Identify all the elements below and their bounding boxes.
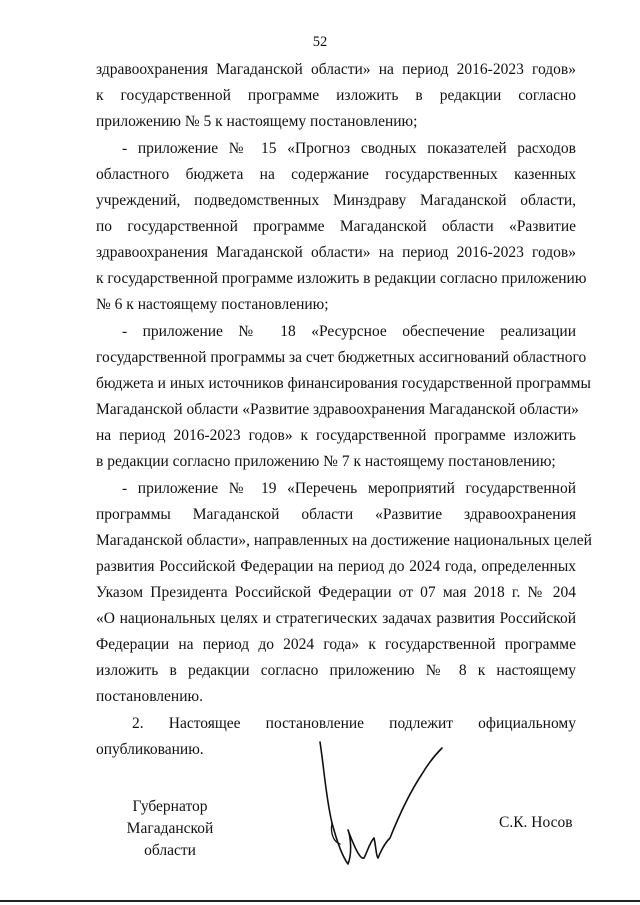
signatory-title-line2: Магаданской области bbox=[126, 820, 214, 859]
handwritten-signature bbox=[318, 738, 448, 873]
text-line: областного бюджета на содержание государственных казенных bbox=[96, 166, 576, 183]
text-line: опубликованию. bbox=[96, 741, 204, 758]
signatory-title-line1: Губернатор bbox=[132, 798, 208, 815]
text-line: по государственной программе Магаданской области «Развитие bbox=[96, 218, 576, 235]
text-line: здравоохранения Магаданской области» на период 2016-2023 годов» bbox=[96, 61, 576, 78]
text-line: программы Магаданской области «Развитие здравоохранения bbox=[96, 506, 576, 523]
text-line: учреждений, подведомственных Минздраву Магаданской области, bbox=[96, 192, 576, 209]
text-line: бюджета и иных источников финансирования государственной программы bbox=[96, 375, 591, 392]
text-line: Магаданской области», направленных на достижение национальных целей bbox=[96, 532, 592, 549]
text-line: приложению № 5 к настоящему постановлению; bbox=[96, 113, 418, 130]
scan-edge-rule bbox=[0, 900, 640, 902]
text-line: к государственной программе изложить в редакции согласно приложению bbox=[96, 270, 587, 287]
text-line: государственной программы за счет бюджетных ассигнований областного bbox=[96, 349, 587, 366]
text-line: Магаданской области «Развитие здравоохранения Магаданской области» bbox=[96, 401, 579, 418]
text-line: к государственной программе изложить в редакции согласно bbox=[96, 87, 576, 104]
text-line: здравоохранения Магаданской области» на период 2016-2023 годов» bbox=[96, 244, 576, 261]
text-line: - приложение № 18 «Ресурсное обеспечение реализации bbox=[122, 323, 576, 340]
text-line: Федерации на период до 2024 года» к государственной программе bbox=[96, 636, 576, 653]
signatory-name: С.К. Носов bbox=[499, 814, 573, 831]
text-line: «О национальных целях и стратегических задачах развития Российской bbox=[96, 610, 576, 627]
text-line: № 6 к настоящему постановлению; bbox=[96, 296, 329, 313]
text-line: Указом Президента Российской Федерации от 07 мая 2018 г. № 204 bbox=[96, 584, 576, 601]
text-line: в редакции согласно приложению № 7 к настоящему постановлению; bbox=[96, 453, 556, 470]
text-line: - приложение № 15 «Прогноз сводных показателей расходов bbox=[122, 140, 576, 157]
text-line: - приложение № 19 «Перечень мероприятий государственной bbox=[122, 480, 576, 497]
text-line: на период 2016-2023 годов» к государственной программе изложить bbox=[96, 427, 576, 444]
text-line: постановлению. bbox=[96, 688, 203, 705]
text-line: изложить в редакции согласно приложению № 8 к настоящему bbox=[96, 662, 576, 679]
text-line: 2. Настоящее постановление подлежит официальному bbox=[132, 715, 576, 732]
signatory-title bbox=[100, 796, 240, 862]
text-line: развития Российской Федерации на период до 2024 года, определенных bbox=[96, 558, 576, 575]
page-number: 52 bbox=[312, 34, 328, 50]
